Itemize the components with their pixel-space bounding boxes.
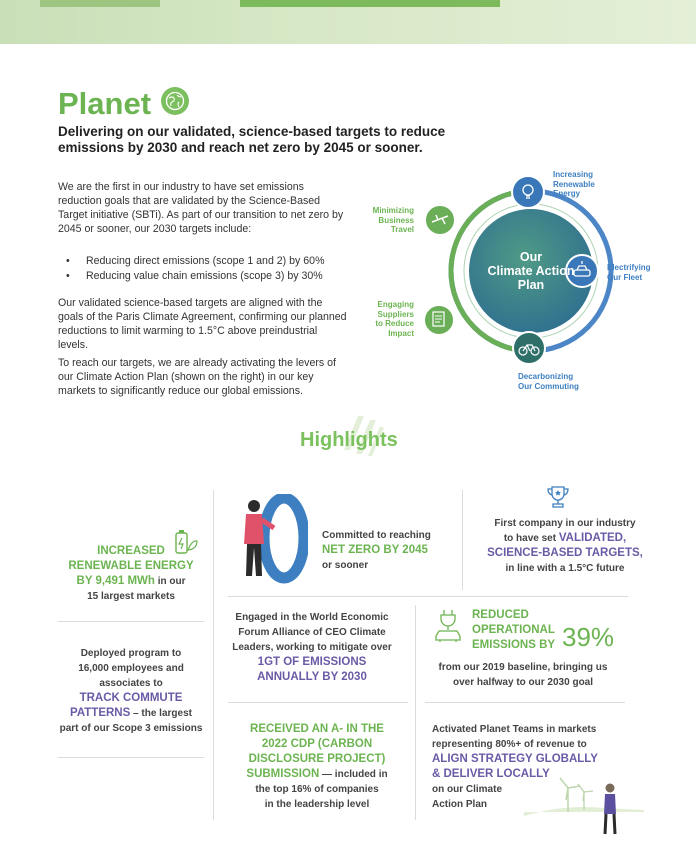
document-pen-icon bbox=[424, 305, 454, 335]
climate-action-plan-diagram bbox=[340, 160, 696, 400]
highlight-line: Deployed program to bbox=[80, 648, 182, 659]
highlight-emphasis: VALIDATED, bbox=[558, 532, 627, 544]
target-list bbox=[66, 254, 324, 284]
lever-fleet bbox=[607, 263, 651, 282]
highlight-emphasis: & DELIVER LOCALLY bbox=[432, 768, 550, 780]
lever-line: Minimizing bbox=[372, 206, 414, 215]
highlight-emphasis: SCIENCE-BASED TARGETS, bbox=[487, 547, 643, 559]
intro-paragraph: We are the first in our industry to have set emissions reduction goals that are validated by the Science-Based Target initiative (SBTi). As part of our transition to net zero by 2045 or sooner, our 2030 targets include: bbox=[58, 181, 344, 235]
highlight-emphasis: PATTERNS bbox=[70, 707, 131, 719]
highlight-line: Forum Alliance of CEO Climate bbox=[238, 627, 386, 638]
highlight-line: associates to bbox=[99, 678, 163, 689]
highlight-line: 16,000 employees and bbox=[78, 663, 184, 674]
grid-divider bbox=[228, 702, 408, 703]
highlight-line: Committed to reaching bbox=[322, 530, 431, 541]
highlight-emphasis: SUBMISSION bbox=[246, 768, 320, 780]
wind-turbine-person-illustration bbox=[524, 770, 644, 836]
lever-line: to Reduce bbox=[375, 319, 414, 328]
highlight-emphasis: OPERATIONAL bbox=[472, 624, 555, 636]
highlight-commute bbox=[46, 646, 216, 736]
highlight-line: in line with a 1.5°C future bbox=[505, 563, 625, 574]
highlight-line: or sooner bbox=[322, 560, 369, 571]
lever-line: Our Commuting bbox=[518, 381, 579, 391]
lever-line: Impact bbox=[388, 328, 414, 338]
highlight-line: 15 largest markets bbox=[87, 591, 175, 602]
highlight-line: Action Plan bbox=[432, 799, 488, 810]
highlight-emphasis: ANNUALLY BY 2030 bbox=[257, 671, 367, 683]
lightbulb-icon bbox=[512, 176, 544, 208]
list-item: • Reducing value chain emissions (scope 3) by 30% bbox=[66, 269, 324, 284]
highlight-emphasis: DISCLOSURE PROJECT) bbox=[248, 753, 386, 765]
highlight-emphasis: RECEIVED AN A- IN THE bbox=[250, 723, 384, 735]
highlight-line: over halfway to our 2030 goal bbox=[452, 677, 594, 688]
highlight-net-zero bbox=[322, 528, 462, 573]
page-title: Planet bbox=[58, 86, 152, 121]
highlight-line: – the largest bbox=[130, 708, 192, 719]
highlight-emphasis: 2022 CDP (CARBON bbox=[261, 738, 373, 750]
highlight-line: RENEWABLE ENERGY bbox=[68, 560, 194, 572]
highlight-reduced-emissions bbox=[472, 608, 572, 653]
highlight-line: Engaged in the World Economic bbox=[235, 612, 389, 623]
top-stripe bbox=[240, 0, 500, 7]
ev-charging-icon bbox=[432, 608, 464, 642]
highlight-emphasis: REDUCED bbox=[472, 609, 529, 621]
lever-line: Decarbonizing bbox=[518, 372, 574, 381]
highlight-emphasis: ALIGN STRATEGY GLOBALLY bbox=[432, 753, 598, 765]
lever-renewable-energy bbox=[553, 170, 595, 199]
diagram-center-label bbox=[469, 250, 593, 292]
highlight-line: — included in bbox=[319, 769, 388, 780]
highlight-reduced-detail bbox=[430, 660, 616, 690]
lever-commuting bbox=[518, 372, 579, 391]
highlight-line: part of our Scope 3 emissions bbox=[59, 723, 203, 734]
highlight-line: in our bbox=[154, 576, 186, 587]
highlight-line: in the leadership level bbox=[264, 799, 370, 810]
grid-divider bbox=[58, 757, 204, 758]
lever-line: Business bbox=[378, 215, 414, 225]
lever-line: Increasing bbox=[553, 170, 594, 179]
lever-line: Our Fleet bbox=[607, 272, 643, 282]
person-zero-illustration bbox=[236, 494, 308, 584]
diagram-center-line: Our bbox=[519, 250, 543, 264]
highlight-wef bbox=[222, 610, 402, 685]
alignment-paragraph: Our validated science-based targets are aligned with the goals of the Paris Climate Agreement, confirming our planned reductions to limit warming to 1.5°C above preindustrial levels. bbox=[58, 297, 347, 351]
lever-line: Energy bbox=[553, 189, 581, 198]
highlight-line: First company in our industry bbox=[494, 518, 636, 529]
highlight-line: from our 2019 baseline, bringing us bbox=[438, 662, 608, 673]
reduction-percent: 39% bbox=[562, 622, 615, 652]
highlight-line: INCREASED bbox=[97, 545, 165, 557]
grid-divider bbox=[425, 702, 625, 703]
grid-divider bbox=[228, 596, 628, 597]
highlight-line: Leaders, working to mitigate over bbox=[232, 642, 392, 653]
highlight-line: Activated Planet Teams in markets bbox=[432, 724, 597, 735]
list-item: • Reducing direct emissions (scope 1 and 2) by 60% bbox=[66, 254, 324, 269]
airplane-icon bbox=[425, 205, 455, 235]
highlight-line: representing 80%+ of revenue to bbox=[432, 739, 587, 750]
levers-paragraph: To reach our targets, we are already activating the levers of our Climate Action Plan (shown on the right) in our key markets to significantly reduce our global emissions. bbox=[58, 357, 336, 397]
diagram-center-line: Climate Action bbox=[487, 264, 575, 278]
highlight-emphasis: TRACK COMMUTE bbox=[79, 692, 183, 704]
top-stripe bbox=[40, 0, 160, 7]
grid-divider bbox=[462, 490, 463, 590]
highlight-emphasis: EMISSIONS BY bbox=[472, 639, 556, 651]
lever-travel bbox=[362, 206, 414, 235]
bicycle-icon bbox=[513, 332, 545, 364]
trophy-icon bbox=[545, 484, 571, 510]
highlight-emphasis: BY 9,491 MWh bbox=[76, 575, 155, 587]
globe-icon bbox=[160, 86, 190, 116]
page-subtitle: Delivering on our validated, science-based targets to reduce emissions by 2030 and reach net zero by 2045 or sooner. bbox=[58, 124, 446, 155]
highlight-line: to have set bbox=[503, 533, 559, 544]
lever-line: Travel bbox=[390, 225, 414, 234]
highlight-renewable bbox=[58, 544, 204, 604]
highlights-title: Highlights bbox=[300, 429, 398, 451]
highlight-cdp bbox=[222, 722, 412, 812]
diagram-center-line: Plan bbox=[517, 278, 545, 292]
highlight-science-targets bbox=[470, 516, 660, 576]
top-band bbox=[0, 0, 696, 44]
highlight-line: the top 16% of companies bbox=[255, 784, 379, 795]
lever-line: Electrifying bbox=[607, 263, 651, 272]
lever-line: Suppliers bbox=[377, 309, 414, 319]
lever-suppliers bbox=[362, 300, 414, 338]
highlight-line: on our Climate bbox=[432, 784, 503, 795]
lever-line: Engaging bbox=[377, 300, 414, 309]
grid-divider bbox=[415, 605, 416, 820]
highlight-emphasis: NET ZERO BY 2045 bbox=[322, 544, 428, 556]
grid-divider bbox=[58, 621, 204, 622]
lever-line: Renewable bbox=[553, 179, 595, 189]
highlight-emphasis: 1GT OF EMISSIONS bbox=[257, 656, 367, 668]
